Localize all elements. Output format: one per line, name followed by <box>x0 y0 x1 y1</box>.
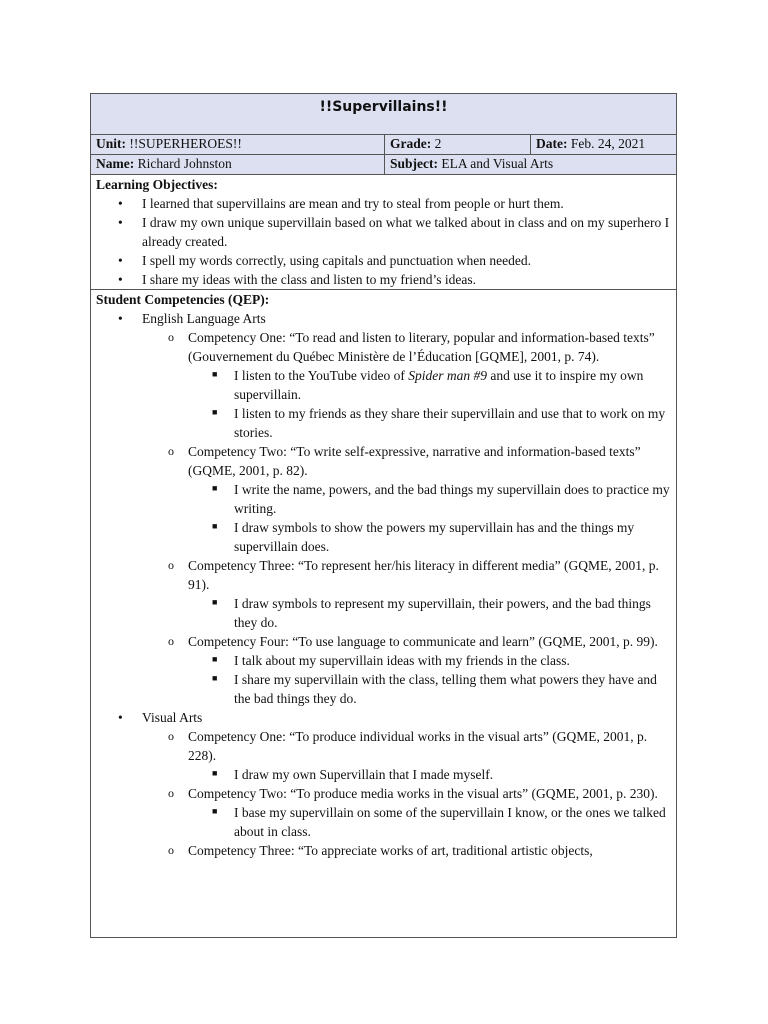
sub-item-text: I write the name, powers, and the bad things my supervillain does to practice my writing. <box>234 482 670 516</box>
sub-item-text: I base my supervillain on some of the supervillain I know, or the ones we talked about in class. <box>234 805 666 839</box>
sub-item-text: I draw symbols to show the powers my supervillain has and the things my supervillain does. <box>234 520 635 554</box>
lesson-plan-table <box>90 93 677 938</box>
bullet-icon: • <box>118 215 123 230</box>
sub-item <box>96 803 671 841</box>
square-bullet-icon: ■ <box>212 806 218 816</box>
circle-bullet-icon: o <box>168 330 174 344</box>
competency-text: Competency Two: “To write self-expressive, narrative and information-based texts” (GQME, 2001, p. 82). <box>188 444 641 478</box>
learning-objectives-section <box>91 175 676 290</box>
unit-value: !!SUPERHEROES!! <box>129 136 242 151</box>
name-value: Richard Johnston <box>137 156 232 171</box>
date-label: Date: <box>536 136 568 151</box>
sub-item <box>96 518 671 556</box>
date-cell <box>531 135 676 154</box>
circle-bullet-icon: o <box>168 634 174 648</box>
meta-row-name <box>91 155 676 175</box>
competency-item <box>96 556 671 594</box>
bullet-icon: • <box>118 710 123 725</box>
sub-item <box>96 366 671 404</box>
competency-item <box>96 632 671 651</box>
sub-item <box>96 404 671 442</box>
sub-item <box>96 765 671 784</box>
subject-value: ELA and Visual Arts <box>441 156 554 171</box>
sub-item-text-a: I listen to the YouTube video of <box>234 368 409 383</box>
sub-item <box>96 670 671 708</box>
lesson-title: !!Supervillains!! <box>319 99 448 115</box>
circle-bullet-icon: o <box>168 843 174 857</box>
square-bullet-icon: ■ <box>212 654 218 664</box>
objective-text: I draw my own unique supervillain based on what we talked about in class and on my superhero I already created. <box>142 215 670 249</box>
date-value: Feb. 24, 2021 <box>570 136 646 151</box>
objective-text: I spell my words correctly, using capitals and punctuation when needed. <box>142 253 532 268</box>
competency-item <box>96 784 671 803</box>
subject-va-label: Visual Arts <box>142 710 203 725</box>
lesson-title-row <box>91 94 676 135</box>
competencies-section <box>91 290 676 937</box>
square-bullet-icon: ■ <box>212 483 218 493</box>
competency-text: Competency One: “To read and listen to literary, popular and information-based texts” (Gouvernement du Québec Ministère de l’Éducation [GQME], 2001, p. 74). <box>188 330 655 364</box>
competency-text: Competency Three: “To appreciate works of art, traditional artistic objects, <box>188 843 593 858</box>
sub-item-text: I share my supervillain with the class, telling them what powers they have and the bad things they do. <box>234 672 657 706</box>
competency-item <box>96 841 671 860</box>
list-item <box>96 213 671 251</box>
sub-item-text: I talk about my supervillain ideas with my friends in the class. <box>234 653 570 668</box>
sub-item-text: I listen to my friends as they share their supervillain and use that to work on my stories. <box>234 406 666 440</box>
grade-label: Grade: <box>390 136 432 151</box>
objectives-list <box>96 194 671 289</box>
competency-text: Competency One: “To produce individual works in the visual arts” (GQME, 2001, p. 228). <box>188 729 648 763</box>
square-bullet-icon: ■ <box>212 407 218 417</box>
meta-row-unit <box>91 135 676 155</box>
subject-ela-item <box>96 309 671 328</box>
bullet-icon: • <box>118 253 123 268</box>
video-title: Spider man #9 <box>408 368 488 383</box>
competencies-heading: Student Competencies (QEP): <box>96 292 270 307</box>
competency-item <box>96 727 671 765</box>
name-label: Name: <box>96 156 135 171</box>
sub-item <box>96 594 671 632</box>
bullet-icon: • <box>118 311 123 326</box>
competency-text: Competency Three: “To represent her/his literacy in different media” (GQME, 2001, p. 91). <box>188 558 659 592</box>
bullet-icon: • <box>118 196 123 211</box>
competencies-list <box>96 309 671 860</box>
grade-value: 2 <box>434 136 442 151</box>
square-bullet-icon: ■ <box>212 521 218 531</box>
circle-bullet-icon: o <box>168 558 174 572</box>
subject-cell <box>385 155 676 174</box>
sub-item <box>96 480 671 518</box>
sub-item-text: I draw my own Supervillain that I made myself. <box>234 767 494 782</box>
circle-bullet-icon: o <box>168 786 174 800</box>
square-bullet-icon: ■ <box>212 673 218 683</box>
square-bullet-icon: ■ <box>212 597 218 607</box>
square-bullet-icon: ■ <box>212 369 218 379</box>
name-cell <box>91 155 385 174</box>
list-item <box>96 270 671 289</box>
competency-text: Competency Four: “To use language to communicate and learn” (GQME, 2001, p. 99). <box>188 634 658 649</box>
sub-item-text: I draw symbols to represent my supervillain, their powers, and the bad things they do. <box>234 596 651 630</box>
circle-bullet-icon: o <box>168 729 174 743</box>
competency-text: Competency Two: “To produce media works in the visual arts” (GQME, 2001, p. 230). <box>188 786 658 801</box>
subject-ela-label: English Language Arts <box>142 311 266 326</box>
competency-item <box>96 328 671 366</box>
subject-label: Subject: <box>390 156 438 171</box>
unit-cell <box>91 135 385 154</box>
learning-objectives-heading: Learning Objectives: <box>96 177 218 192</box>
subject-va-item <box>96 708 671 727</box>
list-item <box>96 251 671 270</box>
objective-text: I learned that supervillains are mean and try to steal from people or hurt them. <box>142 196 564 211</box>
objective-text: I share my ideas with the class and listen to my friend’s ideas. <box>142 272 477 287</box>
competency-item <box>96 442 671 480</box>
bullet-icon: • <box>118 272 123 287</box>
unit-label: Unit: <box>96 136 126 151</box>
sub-item <box>96 651 671 670</box>
circle-bullet-icon: o <box>168 444 174 458</box>
square-bullet-icon: ■ <box>212 768 218 778</box>
grade-cell <box>385 135 531 154</box>
list-item <box>96 194 671 213</box>
sub-item-text-b: and use it to inspire my own supervillain. <box>234 368 644 402</box>
